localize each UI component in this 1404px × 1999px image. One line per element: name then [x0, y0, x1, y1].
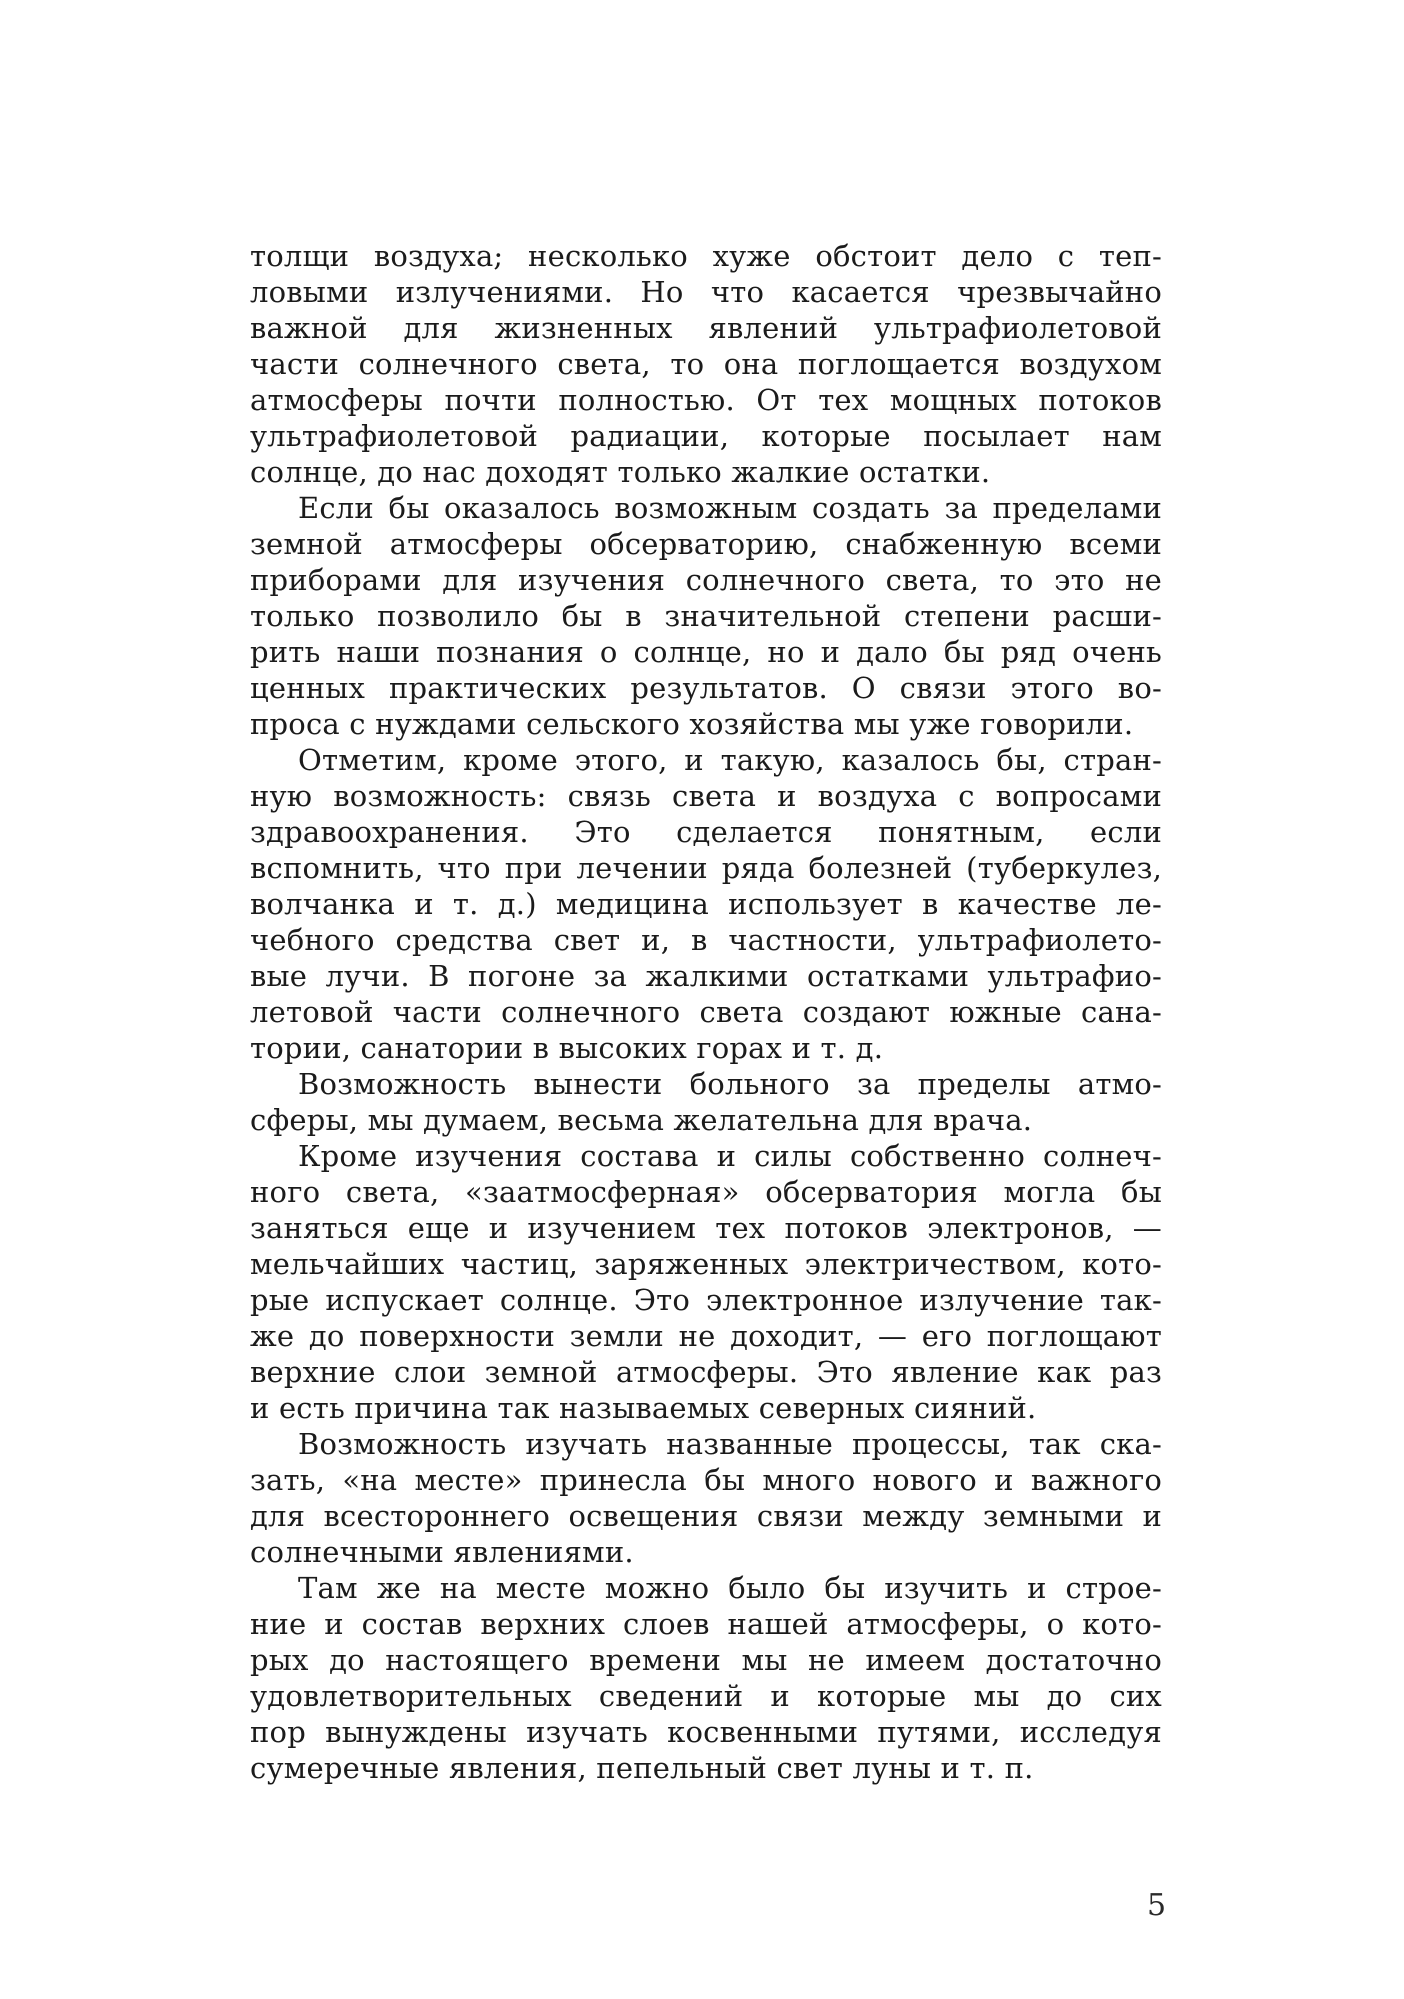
text-line: ние и состав верхних слоев нашей атмосферы, о кото- [250, 1607, 1162, 1641]
text-line: вые лучи. В погоне за жалкими остатками ультрафио- [250, 959, 1162, 993]
text-line: ценных практических результатов. О связи этого во- [250, 671, 1162, 705]
text-line: Отметим, кроме этого, и такую, казалось бы, стран- [298, 743, 1162, 777]
text-line: Возможность вынести больного за пределы атмо- [298, 1067, 1162, 1101]
text-line: земной атмосферы обсерваторию, снабженную всеми [250, 527, 1162, 561]
text-line: здравоохранения. Это сделается понятным, если [250, 815, 1162, 849]
text-line: для всестороннего освещения связи между земными и [250, 1499, 1162, 1533]
text-line: ультрафиолетовой радиации, которые посылает нам [250, 419, 1162, 453]
text-line: солнечными явлениями. [250, 1535, 634, 1569]
text-line: важной для жизненных явлений ультрафиолетовой [250, 311, 1162, 345]
text-line: Если бы оказалось возможным создать за пределами [298, 491, 1162, 525]
text-line: сумеречные явления, пепельный свет луны и т. п. [250, 1751, 1034, 1785]
text-line: солнце, до нас доходят только жалкие остатки. [250, 455, 991, 489]
page-text-body [250, 238, 1162, 1786]
page-number: 5 [1147, 1888, 1167, 1923]
text-line: пор вынуждены изучать косвенными путями, исследуя [250, 1715, 1162, 1749]
text-line: зать, «на месте» принесла бы много нового и важного [250, 1463, 1162, 1497]
text-line: ную возможность: связь света и воздуха с вопросами [250, 779, 1162, 813]
text-line: удовлетворительных сведений и которые мы до сих [250, 1679, 1162, 1713]
text-line: приборами для изучения солнечного света, то это не [250, 563, 1162, 597]
text-line: Возможность изучать названные процессы, так ска- [298, 1427, 1162, 1461]
text-line: же до поверхности земли не доходит, — его поглощают [250, 1319, 1162, 1353]
text-line: рых до настоящего времени мы не имеем достаточно [250, 1643, 1162, 1677]
text-line: тории, санатории в высоких горах и т. д. [250, 1031, 884, 1065]
text-line: и есть причина так называемых северных сияний. [250, 1391, 1037, 1425]
text-line: верхние слои земной атмосферы. Это явление как раз [250, 1355, 1162, 1389]
text-line: только позволило бы в значительной степени расши- [250, 599, 1162, 633]
text-line: ловыми излучениями. Но что касается чрезвычайно [250, 275, 1162, 309]
text-line: заняться еще и изучением тех потоков электронов, — [250, 1211, 1162, 1245]
text-line: летовой части солнечного света создают южные сана- [250, 995, 1162, 1029]
text-line: рые испускает солнце. Это электронное излучение так- [250, 1283, 1162, 1317]
text-line: части солнечного света, то она поглощается воздухом [250, 347, 1162, 381]
text-line: мельчайших частиц, заряженных электричеством, кото- [250, 1247, 1162, 1281]
text-line: рить наши познания о солнце, но и дало бы ряд очень [250, 635, 1162, 669]
text-line: волчанка и т. д.) медицина использует в качестве ле- [250, 887, 1162, 921]
text-line: сферы, мы думаем, весьма желательна для врача. [250, 1103, 1033, 1137]
text-line: толщи воздуха; несколько хуже обстоит дело с теп- [250, 239, 1162, 273]
text-line: вспомнить, что при лечении ряда болезней (туберкулез, [250, 851, 1162, 885]
text-line: ного света, «заатмосферная» обсерватория могла бы [250, 1175, 1162, 1209]
text-line: Там же на месте можно было бы изучить и строе- [298, 1571, 1162, 1605]
text-line: Кроме изучения состава и силы собственно солнеч- [298, 1139, 1162, 1173]
text-line: проса с нуждами сельского хозяйства мы уже говорили. [250, 707, 1134, 741]
text-line: чебного средства свет и, в частности, ультрафиолето- [250, 923, 1162, 957]
text-line: атмосферы почти полностью. От тех мощных потоков [250, 383, 1162, 417]
